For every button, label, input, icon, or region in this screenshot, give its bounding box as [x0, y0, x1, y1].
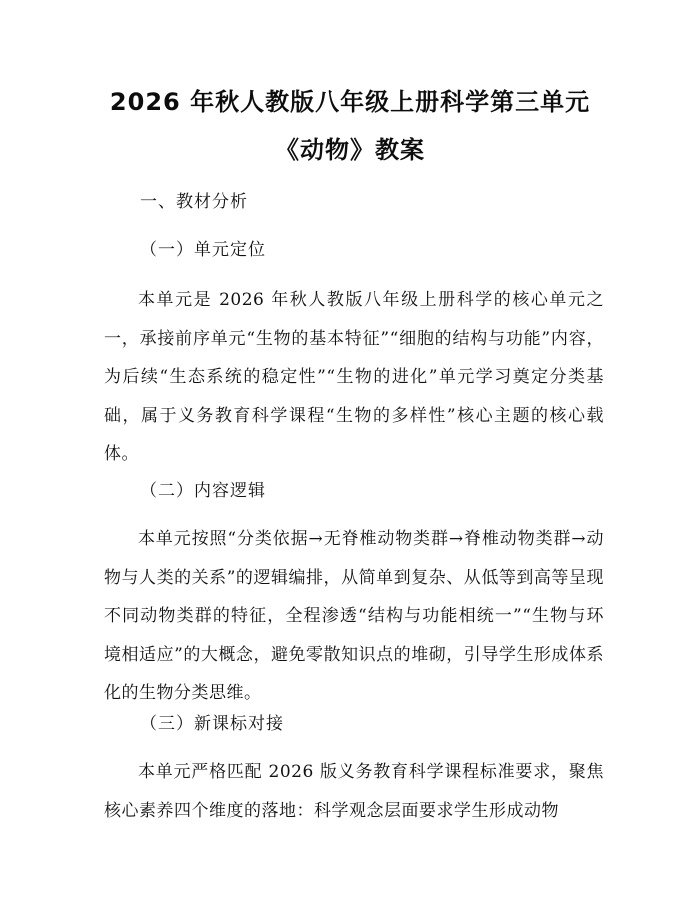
- section-heading-curriculum-standards: （三）新课标对接: [140, 714, 284, 734]
- section-heading-textbook-analysis: 一、教材分析: [140, 192, 248, 212]
- paragraph-content-logic: 本单元按照“分类依据→无脊椎动物类群→脊椎动物类群→动物与人类的关系”的逻辑编排，从简单到复杂、从低等到高等呈现不同动物类群的特征，全程渗透“结构与功能相统一”“生物与环境相适应”的大概念，避免零散知识点的堆砌，引导学生形成体系化的生物分类思维。: [104, 529, 604, 703]
- document-title-line-1: 2026 年秋人教版八年级上册科学第三单元: [109, 88, 591, 116]
- paragraph-unit-positioning: 本单元是 2026 年秋人教版八年级上册科学的核心单元之一，承接前序单元“生物的基本特征”“细胞的结构与功能”内容，为后续“生态系统的稳定性”“生物的进化”单元学习奠定分类基础，属于义务教育科学课程“生物的多样性”核心主题的核心载体。: [104, 290, 604, 464]
- section-heading-unit-positioning: （一）单元定位: [140, 240, 266, 260]
- section-heading-content-logic: （二）内容逻辑: [140, 481, 266, 501]
- paragraph-curriculum-standards: 本单元严格匹配 2026 版义务教育科学课程标准要求，聚焦核心素养四个维度的落地：科学观念层面要求学生形成动物: [104, 762, 604, 821]
- document-title-line-2: 《动物》教案: [275, 136, 425, 164]
